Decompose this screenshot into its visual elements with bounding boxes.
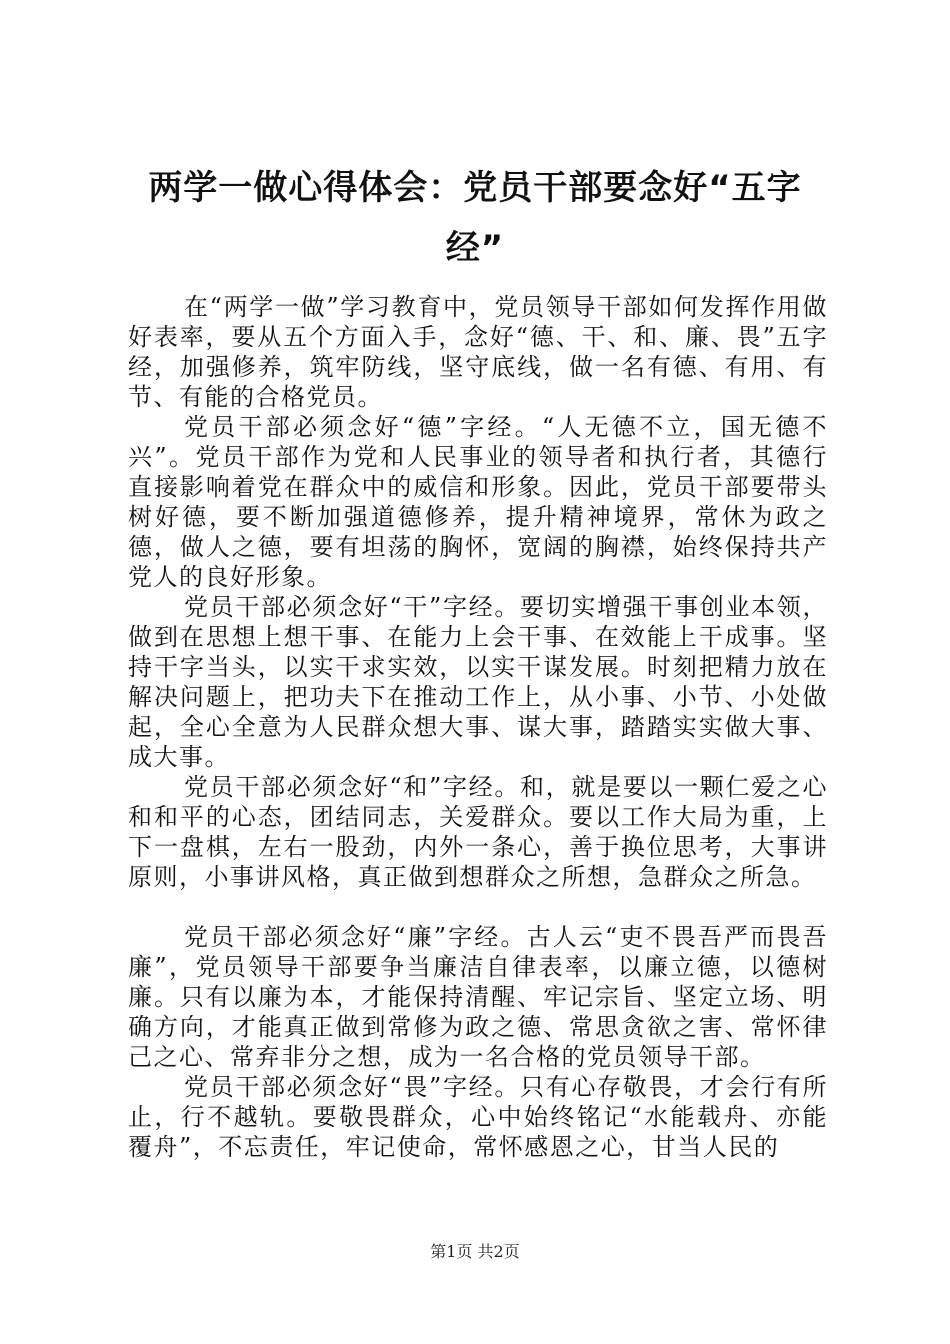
document-title: 两学一做心得体会：党员干部要念好“五字经” — [148, 168, 802, 268]
paragraph-de: 党员干部必须念好“德”字经。“人无德不立，国无德不兴”。党员干部作为党和人民事业的领导者和执行者，其德行直接影响着党在群众中的威信和形象。因此，党员干部要带头树好德，要不断加强道德修养，提升精神境界，常休为政之德，做人之德，要有坦荡的胸怀，宽阔的胸襟，始终保持共产党人的良好形象。 — [128, 413, 828, 591]
document-body — [128, 292, 828, 1162]
paragraph-lian: 党员干部必须念好“廉”字经。古人云“吏不畏吾严而畏吾廉”，党员领导干部要争当廉洁自律表率，以廉立德，以德树廉。只有以廉为本，才能保持清醒、牢记宗旨、坚定立场、明确方向，才能真正做到常修为政之德、常思贪欲之害、常怀律己之心、常弃非分之想，成为一名合格的党员领导干部。 — [128, 923, 828, 1071]
paragraph-wei: 党员干部必须念好“畏”字经。只有心存敬畏，才会行有所止，行不越轨。要敬畏群众，心中始终铭记“水能载舟、亦能覆舟”，不忘责任，牢记使命，常怀感恩之心，甘当人民的 — [128, 1073, 828, 1161]
paragraph-intro: 在“两学一做”学习教育中，党员领导干部如何发挥作用做好表率，要从五个方面入手，念好“德、干、和、廉、畏”五字经，加强修养，筑牢防线，坚守底线，做一名有德、有用、有节、有能的合格党员。 — [128, 293, 828, 411]
paragraph-he: 党员干部必须念好“和”字经。和，就是要以一颗仁爱之心和和平的心态，团结同志，关爱群众。要以工作大局为重，上下一盘棋，左右一股劲，内外一条心，善于换位思考，大事讲原则，小事讲风格，真正做到想群众之所想，急群众之所急。 — [128, 773, 828, 891]
paragraph-gan: 党员干部必须念好“干”字经。要切实增强干事创业本领，做到在思想上想干事、在能力上会干事、在效能上干成事。坚持干字当头，以实干求实效，以实干谋发展。时刻把精力放在解决问题上，把功夫下在推动工作上，从小事、小节、小处做起，全心全意为人民群众想大事、谋大事，踏踏实实做大事、成大事。 — [128, 593, 828, 771]
page-number-footer: 第1页 共2页 — [430, 1242, 520, 1261]
